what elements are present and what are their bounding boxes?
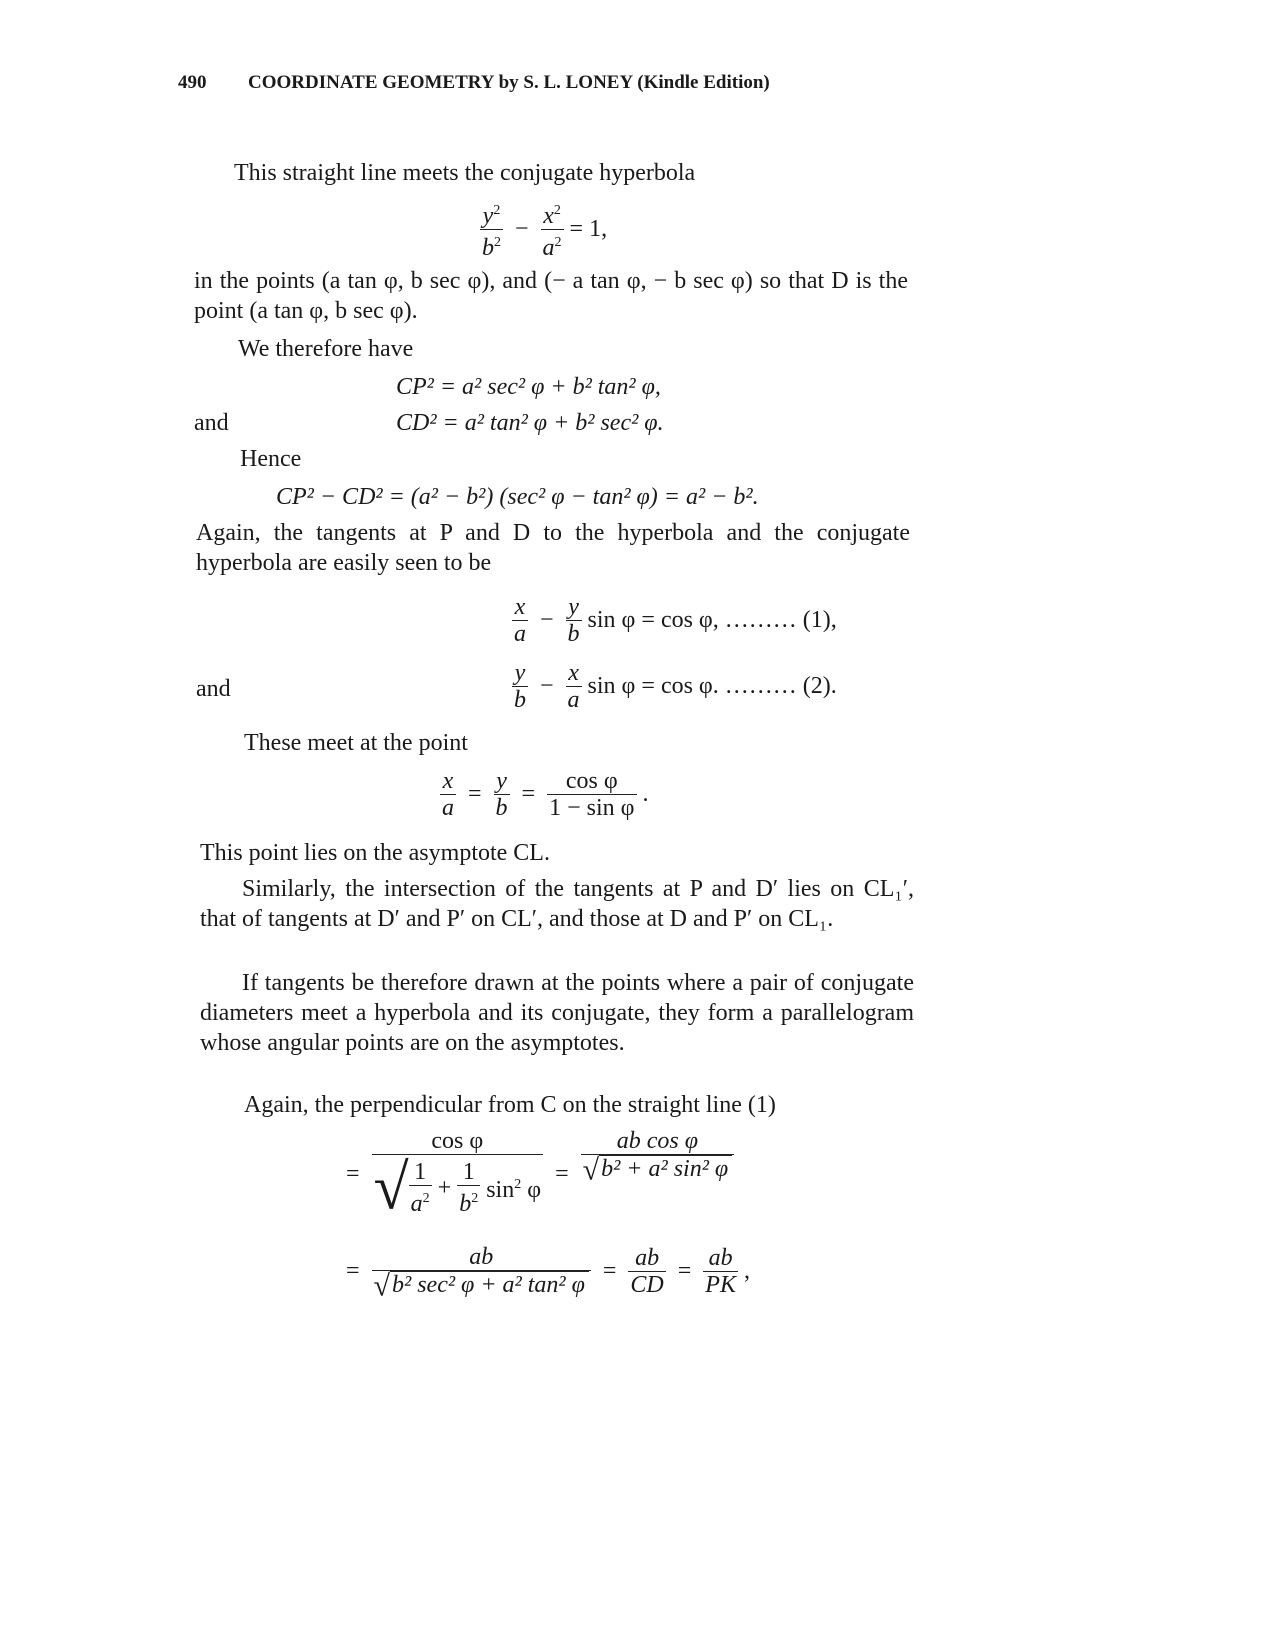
equation-perpendicular-2: = $\frac{ab}{\text{√b² sec² φ + a² tan² φ}}$ = $\frac{ab}{CD}$ = $\frac{ab}{PK}$ , xyxy=(346,1244,750,1303)
text-line: These meet at the point xyxy=(244,730,468,756)
perp2-tail-den1: CD xyxy=(630,1272,664,1299)
eq1-rhs: = 1, xyxy=(569,216,608,242)
perp2-denominator: b² sec² φ + a² tan² φ xyxy=(390,1271,589,1298)
eq-t1-tail: sin φ = cos φ, ……… (1), xyxy=(587,607,837,633)
and-label: and xyxy=(196,676,231,702)
perp-numerator: cos φ xyxy=(372,1128,544,1155)
perp2-tail-den2: PK xyxy=(705,1272,736,1299)
perp-mid-numerator: ab cos φ xyxy=(581,1128,735,1155)
equation-perpendicular-1: = cos φ √ $\frac{1}{a^2}$ + $\frac{1}{b^2}$ $\sin^2 \varphi$ = $\frac{\text{ab cos φ}}{\text{√b² + a² sin² φ}}$ xyxy=(346,1128,734,1220)
and-label: and xyxy=(194,410,229,436)
text-line: This point lies on the asymptote CL. xyxy=(200,840,550,866)
meet-denominator: 1 − sin φ xyxy=(549,795,635,821)
paragraph-again: Again, the tangents at P and D to the hyperbola and the conjugate hyperbola are easily seen to be xyxy=(196,520,910,576)
text-line: Hence xyxy=(240,446,302,472)
perp2-numerator: ab xyxy=(372,1244,591,1271)
equation-tangent-2: $\frac{y}{b}$ − $\frac{x}{a}$ sin φ = cos φ. ……… (2). xyxy=(514,660,837,713)
text-line: Again, the perpendicular from C on the straight line (1) xyxy=(244,1092,776,1118)
text-line: We therefore have xyxy=(238,336,414,362)
equation-difference: CP² − CD² = (a² − b²) (sec² φ − tan² φ) = a² − b². xyxy=(276,484,759,510)
equation-cp: CP² = a² sec² φ + b² tan² φ, xyxy=(396,374,661,400)
paragraph-similarly: Similarly, the intersection of the tangents at P and D′ lies on CL₁′, that of tangents at D′ and P′ on CL′, and those at D and P′ on CL₁. xyxy=(200,876,914,932)
perp2-tail-num2: ab xyxy=(703,1245,738,1272)
equation-tangent-1: $\frac{x}{a}$ − $\frac{y}{b}$ sin φ = cos φ, ……… (1), xyxy=(514,594,837,647)
perp2-tail-num1: ab xyxy=(628,1245,665,1272)
equation-cd: CD² = a² tan² φ + b² sec² φ. xyxy=(396,410,664,436)
eq-t2-tail: sin φ = cos φ. ……… (2). xyxy=(587,673,837,699)
page-number: 490 xyxy=(178,72,207,93)
paragraph-parallelogram: If tangents be therefore drawn at the points where a pair of conjugate diameters meet a hyperbola and its conjugate, they form a parallelogram whose angular points are on the asymptotes. xyxy=(200,970,914,1056)
text-line: This straight line meets the conjugate hyperbola xyxy=(234,160,696,186)
equation-meet-point: $\frac{x}{a}$ = $\frac{y}{b}$ = $\frac{\text{cos φ}}{\text{1 − sin φ}}$ . xyxy=(442,768,649,821)
paragraph-points: in the points (a tan φ, b sec φ), and (− a tan φ, − b sec φ) so that D is the point (a tan φ, b sec φ). xyxy=(194,268,908,324)
perp-mid-denominator: b² + a² sin² φ xyxy=(599,1155,732,1182)
meet-numerator: cos φ xyxy=(547,768,636,795)
running-title: COORDINATE GEOMETRY by S. L. LONEY (Kindle Edition) xyxy=(248,72,770,93)
equation-hyperbola: $\frac{y^2}{b^2}$ − $\frac{x^2}{a^2}$ = 1, xyxy=(480,198,607,261)
